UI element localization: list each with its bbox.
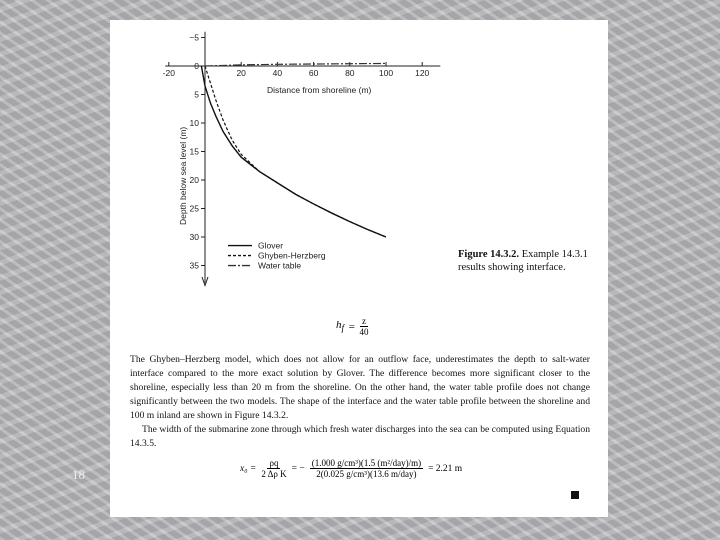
y-axis-label: Depth below sea level (m) [178, 126, 188, 225]
y-tick-label: 35 [189, 260, 199, 271]
paragraph: The width of the submarine zone through which fresh water discharges into the sea can be computed using Equation 14.3.5. [130, 424, 590, 449]
body-text [130, 353, 590, 451]
x-tick-label: 60 [308, 68, 319, 78]
x-tick-label: 20 [236, 68, 246, 78]
x-axis-label: Distance from shoreline (m) [267, 85, 372, 95]
y-tick-label: 25 [189, 203, 199, 214]
end-of-example-mark [571, 491, 579, 499]
y-tick-label: 15 [189, 146, 199, 157]
x-tick-label: 120 [415, 68, 430, 78]
legend-label: Ghyben-Herzberg [258, 250, 326, 261]
textbook-page [110, 20, 608, 517]
legend-label: Glover [258, 240, 284, 251]
legend-label: Water table [258, 260, 302, 271]
paragraph: The Ghyben–Herzberg model, which does not allow for an outflow face, underestimates the depth to salt-water interface compared to the more exact solution by Glover. The difference becomes more significant closer to the shoreline, especially less than 20 m from the shoreline. On the other hand, the water table profile does not change significantly between the two models. The shape of the interface and the water table profile between the shoreline and 100 m inland are shown in Figure 14.3.2. [130, 354, 590, 421]
x-tick-label: 80 [345, 68, 355, 78]
figure-caption [458, 248, 588, 274]
y-tick-label: 10 [189, 118, 199, 128]
y-tick-label: −5 [189, 32, 199, 43]
caption-text: Example 14.3.1 results showing interface. [458, 249, 588, 273]
x-tick-label: 100 [378, 68, 394, 78]
y-tick-label: 0 [194, 61, 199, 71]
slide-number: 18 [72, 467, 85, 482]
y-tick-label: 20 [189, 175, 199, 185]
y-tick-label: 5 [194, 89, 199, 100]
hf-equation: $h_f$ = $\frac{z}{40}$ [336, 316, 369, 337]
x-tick-label: -20 [162, 68, 175, 78]
x0-equation: x₀ = $\frac{\rho q}{\text{2 Δρ K}}$ = − $\frac{\text{(1.000 g/cm³)(1.5 (m²/day)/m)}}{\text{2(0.025 g/cm³)(13.6 m/day)}}$ = 2.21 m [240, 458, 463, 479]
caption-label: Figure 14.3.2. [458, 249, 520, 260]
interface-chart [110, 20, 450, 300]
y-tick-label: 30 [189, 232, 199, 242]
x-tick-label: 40 [272, 68, 283, 78]
